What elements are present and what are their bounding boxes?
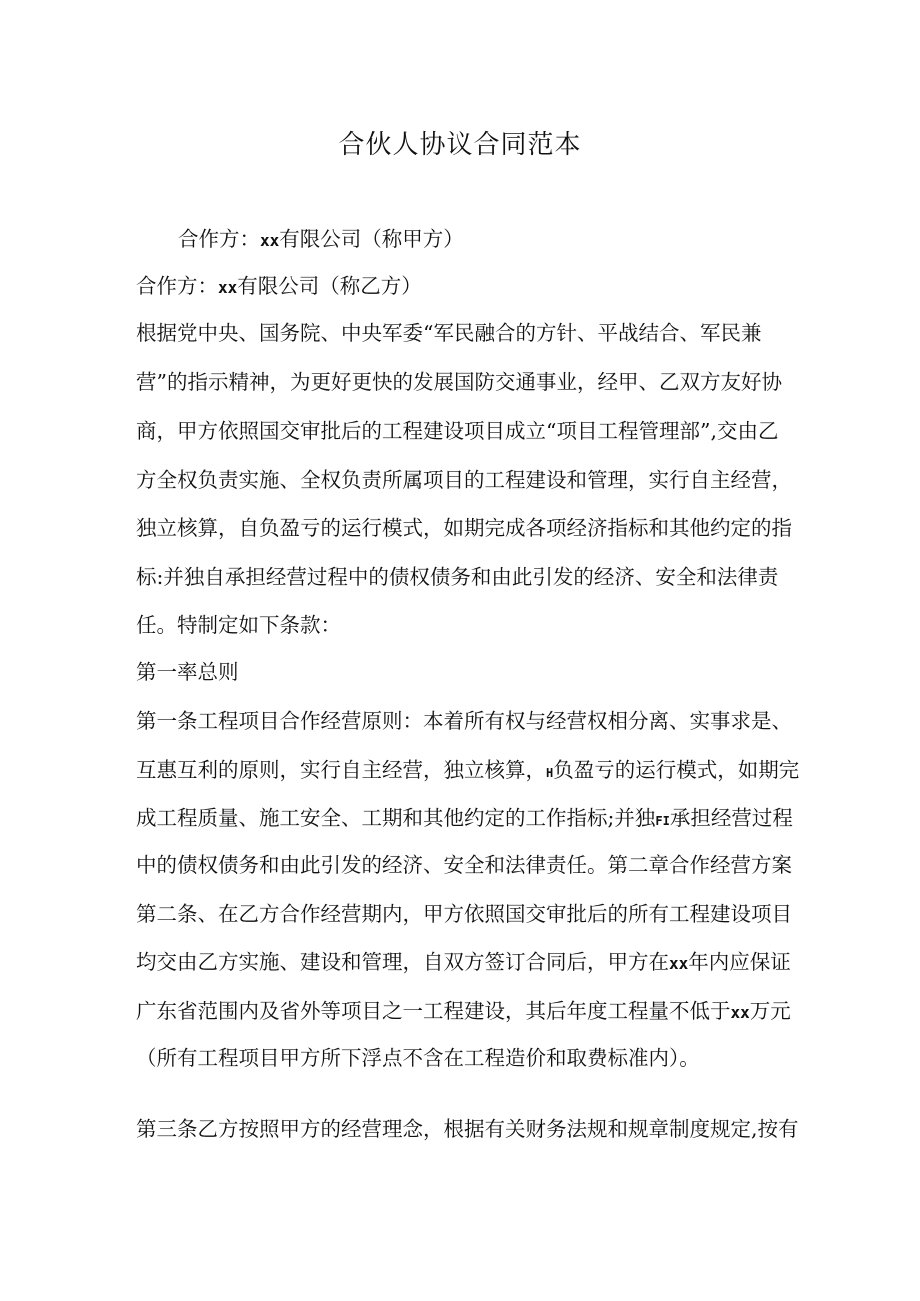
article-1-line (136, 755, 799, 788)
preamble-line: 方全权负责实施、全权负责所属项目的工程建设和管理，实行自主经营， (136, 468, 792, 492)
article-1-text: 承担经营过程 (669, 806, 793, 830)
party-a-code: xx (260, 231, 280, 250)
article-2-line: 第二条、在乙方合作经营期内，甲方依照国交审批后的所有工程建设项目 (136, 902, 792, 926)
article-1-line: 第一条工程项目合作经营原则：本着所有权与经营权相分离、实事求是、 (136, 709, 792, 733)
article-2-text: 广东省范围内及省外等项目之一工程建设，其后年度工程量不低于 (136, 999, 731, 1023)
article-3-line: 第三条乙方按照甲方的经营理念，根据有关财务法规和规章制度规定,按有 (136, 1117, 799, 1141)
preamble-line: 独立核算，自负盈亏的运行模式，如期完成各项经济指标和其他约定的指 (136, 516, 792, 540)
party-a-suffix: 有限公司（称甲方） (279, 227, 464, 251)
article-2-line (136, 947, 791, 979)
document-title: 合伙人协议合同范本 (338, 130, 582, 160)
article-1-text: 成工程质量、施工安全、工期和其他约定的工作指标;并独 (136, 806, 656, 830)
preamble-line: 根据党中央、国务院、中央军委“军民融合的方针、平战结合、军民兼 (136, 321, 762, 345)
article-1-line (136, 803, 793, 836)
article-2-code: xx (730, 1003, 750, 1022)
party-a-line (178, 224, 464, 256)
preamble-line: 标:并独自承担经营过程中的债权债务和由此引发的经济、安全和法律责 (136, 565, 779, 589)
party-b-suffix: 有限公司（称乙方） (237, 274, 422, 298)
article-2-line (136, 996, 791, 1028)
party-b-line (136, 271, 422, 303)
party-b-prefix: 合作方： (136, 274, 218, 298)
article-1-mark: FI (655, 814, 670, 828)
preamble-line: 营”的指示精神，为更好更快的发展国防交通事业，经甲、乙双方友好协 (136, 370, 782, 394)
party-b-code: xx (218, 278, 238, 297)
article-1-text: 负盈亏的运行模式，如期完 (553, 758, 800, 782)
article-1-line: 中的债权债务和由此引发的经济、安全和法律责任。第二章合作经营方案 (136, 853, 792, 877)
article-2-text: 均交由乙方实施、建设和管理，自双方签订合同后，甲方在 (136, 950, 669, 974)
party-a-prefix: 合作方： (178, 227, 260, 251)
article-2-code: xx (669, 954, 689, 973)
chapter-1-heading: 第一率总则 (136, 660, 239, 684)
preamble-line: 任。特制定如下条款： (136, 613, 341, 637)
article-2-text: 年内应保证 (688, 950, 791, 974)
article-2-text: 万元 (749, 999, 791, 1023)
article-2-line: （所有工程项目甲方所下浮点不含在工程造价和取费标准内）。 (136, 1046, 700, 1070)
preamble-line: 商，甲方依照国交审批后的工程建设项目成立“项目工程管理部”,交由乙 (136, 419, 779, 443)
article-1-text: 互惠互利的原则，实行自主经营，独立核算， (136, 758, 546, 782)
article-1-mark: H (546, 766, 554, 780)
